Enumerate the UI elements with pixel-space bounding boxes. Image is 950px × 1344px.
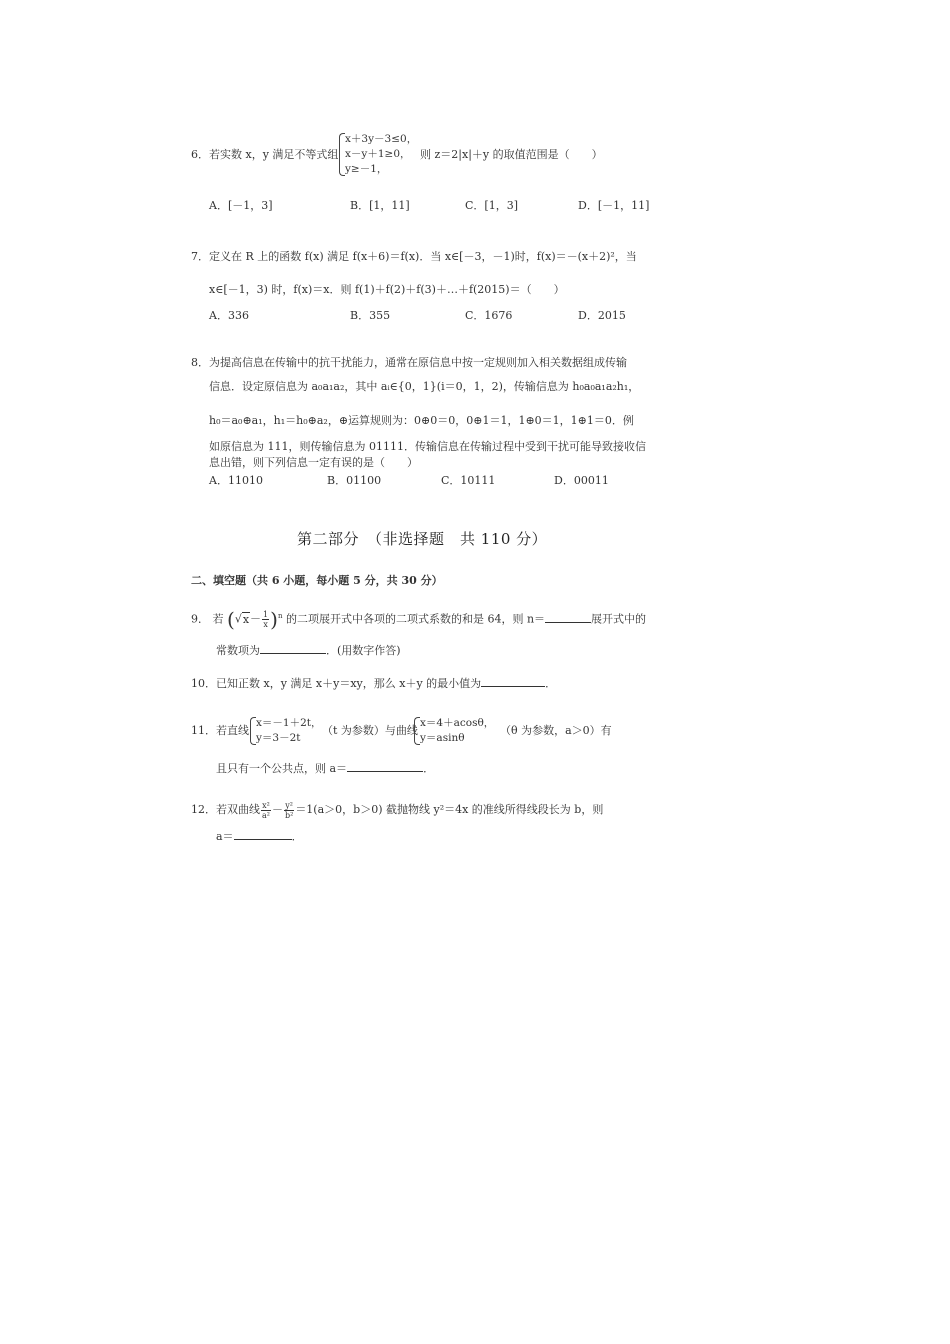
q8-line-5: 息出错，则下列信息一定有误的是（ ）: [209, 456, 418, 469]
q12-prefix: 12．若双曲线: [191, 803, 260, 816]
q9-sqrt-x: x: [242, 612, 250, 626]
q9-text-constant: 常数项为: [216, 644, 260, 657]
q12-blank[interactable]: [234, 828, 292, 840]
q11-curve-y: y＝asinθ: [420, 732, 465, 744]
q11-blank[interactable]: [347, 760, 423, 772]
q11-line-system: [256, 716, 322, 746]
q9-line-1: 9． 若 (√x－ $\frac{1}{x}$ )$^n$ 的二项展开式中各项的二项式系数的和是 64，则 n＝ 展开式中的: [191, 607, 647, 632]
q6-stem-start: [191, 148, 338, 162]
q9-text-hint: ．(用数字作答): [326, 644, 401, 657]
q12-fraction-y: $\frac{\text{y²}}{\text{b²}}$: [284, 800, 294, 820]
q8-line-2: 信息．设定原信息为 a₀a₁a₂，其中 aᵢ∈{0，1}(i＝0，1，2)，传输信息为 h₀a₀a₁a₂h₁，: [209, 380, 640, 393]
q7-option-c: C．1676: [465, 309, 513, 322]
q11-line-2: 且只有一个公共点，则 a＝ ．: [216, 762, 435, 775]
q11-text-b: （t 为参数）与曲线: [322, 724, 418, 737]
q10-blank[interactable]: [481, 675, 545, 687]
q8-line-4: 如原信息为 111，则传输信息为 01111．传输信息在传输过程中受到干扰可能导致接收信: [209, 440, 646, 453]
q6-inequality-system: [345, 132, 417, 177]
q6-stem-b: 满足不等式组: [272, 148, 339, 161]
q9-blank-constant[interactable]: [260, 642, 326, 654]
q11-curve-x: x＝4＋acosθ，: [420, 717, 495, 729]
q7-line-2: x∈[－1，3) 时，f(x)＝x．则 f(1)＋f(2)＋f(3)＋…＋f(2015)＝（ ）: [209, 283, 565, 296]
q6-option-c: C．[1，3]: [465, 199, 518, 212]
part-two-title: 第二部分 （非选择题 共 110 分）: [297, 530, 548, 548]
fill-in-heading: 二、填空题（共 6 小题，每小题 5 分，共 30 分）: [191, 574, 443, 587]
q6-option-d: D．[－1，11]: [578, 199, 650, 212]
q10-text: 10．已知正数 x，y 满足 x＋y＝xy，那么 x＋y 的最小值为: [191, 677, 482, 690]
q9-text-b: 的二项展开式中各项的二项式系数的和是 64，则 n＝: [285, 612, 546, 626]
q6-prefix: 6．若实数: [191, 148, 242, 161]
q12-text-b: ＝1(a＞0，b＞0) 截抛物线 y²＝4x 的准线所得线段长为 b，则: [295, 803, 604, 816]
q7-line-1: 7．定义在 R 上的函数 f(x) 满足 f(x＋6)＝f(x)．当 x∈[－3，－1)时，f(x)＝－(x＋2)²，当: [191, 250, 637, 263]
q7-option-a: A．336: [209, 309, 249, 322]
q11-curve-system: [420, 716, 494, 746]
q11-line-y: y＝3－2t: [256, 732, 301, 744]
q10-line: 10．已知正数 x，y 满足 x＋y＝xy，那么 x＋y 的最小值为 ．: [191, 677, 557, 690]
q9-blank-n[interactable]: [545, 611, 591, 623]
q7-option-b: B．355: [350, 309, 391, 322]
q6-vars: x，y: [245, 148, 269, 161]
q9-number: 9．: [191, 612, 209, 626]
q8-option-d: D．00011: [554, 474, 609, 487]
q11-line-x: x＝－1＋2t，: [256, 717, 322, 729]
q8-line-1: 8．为提高信息在传输中的抗干扰能力，通常在原信息中按一定规则加入相关数据组成传输: [191, 356, 627, 369]
q6-stem-end: 则 z＝2|x|＋y 的取值范围是（ ）: [420, 148, 603, 161]
q11-text-c: （θ 为参数，a＞0）有: [500, 724, 612, 737]
q8-line-3: h₀＝a₀⊕a₁，h₁＝h₀⊕a₂，⊕运算规则为：0⊕0＝0，0⊕1＝1，1⊕0＝1，1⊕1＝0．例: [209, 414, 634, 427]
q8-option-a: A．11010: [209, 474, 263, 487]
q8-option-b: B．01100: [327, 474, 382, 487]
q9-prefix: 若: [212, 612, 224, 626]
q6-ineq-3: y≥－1，: [345, 163, 388, 175]
q12-line-1: 12．若双曲线 $\frac{\text{x²}}{\text{a²}}$ － $\frac{\text{y²}}{\text{b²}}$ ＝1(a＞0，b＞0) 截抛物线 y²＝4x 的准线所得线段长为 b，则: [191, 800, 604, 820]
q9-exponent: n: [277, 612, 283, 620]
q11-text-answer: 且只有一个公共点，则 a＝: [216, 762, 348, 775]
q12-line-2: a＝ ．: [216, 830, 303, 843]
q9-fraction: $\frac{1}{x}$: [263, 610, 269, 630]
q9-text-c: 展开式中的: [591, 612, 647, 626]
q11-prefix: 11．若直线: [191, 724, 249, 737]
q9-line-2: [216, 642, 401, 658]
q6-ineq-2: x－y＋1≥0，: [345, 148, 411, 160]
q7-option-d: D．2015: [578, 309, 626, 322]
q8-option-c: C．10111: [441, 474, 496, 487]
q12-text-answer: a＝: [216, 830, 234, 843]
q6-ineq-1: x＋3y－3≤0，: [345, 133, 418, 145]
q6-option-b: B．[1，11]: [350, 199, 410, 212]
q6-option-a: A．[－1，3]: [209, 199, 273, 212]
q12-fraction-x: $\frac{\text{x²}}{\text{a²}}$: [262, 800, 270, 820]
